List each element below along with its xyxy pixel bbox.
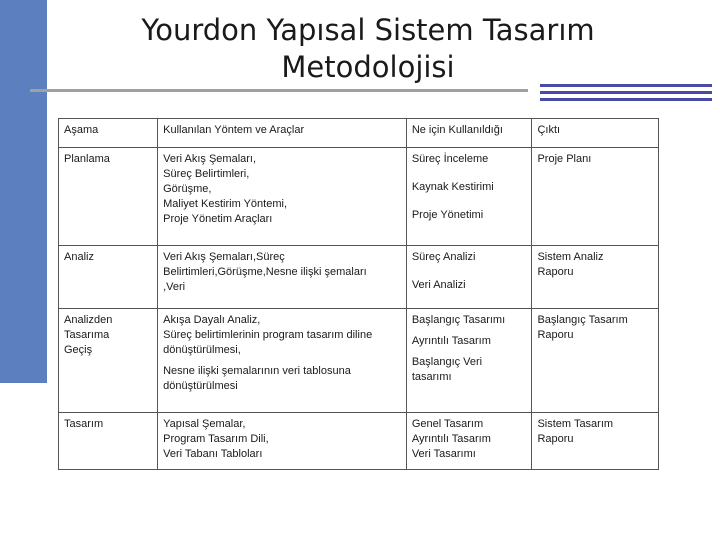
cell-line: Süreç belirtimlerinin program tasarım diline [163,329,373,341]
cell-line: Veri Akış Şemaları, [163,153,257,165]
cell-line: Genel Tasarım [411,418,484,430]
cell-purpose [406,148,532,246]
cell-line: Yapısal Şemalar, [163,418,246,430]
cell-methods [158,246,407,309]
table-row [59,413,659,470]
header-methods: Kullanılan Yöntem ve Araçlar [158,119,407,148]
table-row [59,309,659,413]
cell-purpose [406,309,532,413]
cell-line: Akışa Dayalı Analiz, [163,314,261,326]
cell-line: dönüştürülmesi, [163,344,241,356]
cell-line: Tasarıma [64,329,110,341]
cell-line: Veri Tabanı Tabloları [163,448,263,460]
cell-line: Analizden [64,314,113,326]
cell-line: Görüşme, [163,183,212,195]
cell-line: Veri Tasarımı [411,448,476,460]
cell-line: Süreç Analizi [411,251,476,263]
cell-phase [59,309,158,413]
cell-line: Proje Yönetim Araçları [163,213,273,225]
cell-line: Başlangıç Tasarımı [411,314,506,326]
cell-line: Veri Akış Şemaları,Süreç [163,251,285,263]
cell-output [532,413,659,470]
cell-purpose [406,413,532,470]
decor-stripe-3 [540,98,712,101]
cell-line: Nesne ilişki şemalarının veri tablosuna [163,365,351,377]
header-purpose: Ne için Kullanıldığı [406,119,532,148]
cell-methods [158,413,407,470]
cell-line: dönüştürülmesi [163,380,238,392]
header-output: Çıktı [532,119,659,148]
cell-line: Sistem Tasarım [537,418,614,430]
table-row [59,246,659,309]
side-accent-bar [0,0,47,383]
slide-title-line1: Yourdon Yapısal Sistem Tasarım [141,13,595,47]
cell-line: Ayrıntılı Tasarım [411,335,491,347]
cell-line: Veri Analizi [411,279,466,291]
cell-phase: Planlama [59,148,158,246]
cell-line: Geçiş [64,344,93,356]
cell-line: Süreç Belirtimleri, [163,168,250,180]
table-row [59,148,659,246]
cell-line: Proje Yönetimi [411,209,484,221]
cell-output [532,148,659,246]
cell-output [532,309,659,413]
cell-phase: Tasarım [59,413,158,470]
cell-line: Belirtimleri,Görüşme,Nesne ilişki şemaları [163,266,367,278]
cell-line: tasarımı [411,371,452,383]
cell-line: Program Tasarım Dili, [163,433,269,445]
cell-line: Maliyet Kestirim Yöntemi, [163,198,287,210]
cell-line: Raporu [537,329,574,341]
cell-line: Proje Planı [537,153,592,165]
methodology-table [58,118,659,470]
cell-line: Başlangıç Tasarım [537,314,628,326]
cell-line: ,Veri [163,281,186,293]
decor-stripe-2 [540,91,712,94]
cell-line: Raporu [537,433,574,445]
cell-line: Süreç İnceleme [411,153,489,165]
cell-phase: Analiz [59,246,158,309]
header-phase: Aşama [59,119,158,148]
cell-methods [158,148,407,246]
cell-line: Raporu [537,266,574,278]
cell-line: Ayrıntılı Tasarım [411,433,491,445]
cell-line: Kaynak Kestirimi [411,181,494,193]
slide-title-line2: Metodolojisi [281,50,455,84]
title-underline [30,89,528,92]
cell-purpose [406,246,532,309]
cell-output [532,246,659,309]
cell-line: Sistem Analiz [537,251,604,263]
cell-methods [158,309,407,413]
table-header-row [59,119,659,148]
slide-title [120,12,616,86]
cell-line: Başlangıç Veri [411,356,483,368]
